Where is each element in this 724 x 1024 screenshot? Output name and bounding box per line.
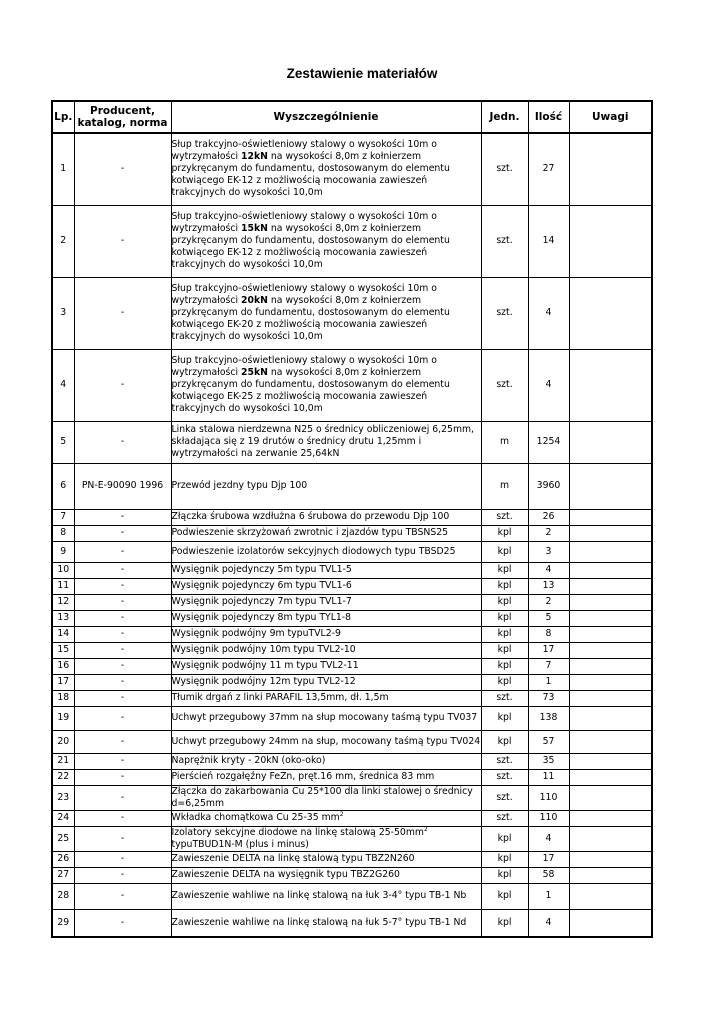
- cell-lp: 9: [52, 541, 74, 562]
- cell-wyszczegolnienie: [171, 674, 481, 690]
- description-text: Zawieszenie wahliwe na linkę stalową na łuk 5-7° typu TB-1 Nd: [171, 916, 467, 928]
- cell-uwagi: [569, 642, 652, 658]
- materials-table-body: [52, 133, 652, 937]
- cell-ilosc: 110: [528, 810, 569, 826]
- description-text: Słup trakcyjno-oświetleniowy stalowy o wysokości 10m o wytrzymałości: [171, 211, 437, 234]
- header-lp: Lp.: [52, 101, 74, 133]
- table-row: [52, 690, 652, 706]
- cell-producent: PN-E-90090 1996: [74, 463, 171, 509]
- cell-jedn: kpl: [481, 730, 528, 753]
- cell-ilosc: 4: [528, 909, 569, 937]
- cell-uwagi: [569, 658, 652, 674]
- cell-wyszczegolnienie: [171, 867, 481, 883]
- cell-jedn: kpl: [481, 909, 528, 937]
- cell-producent: -: [74, 851, 171, 867]
- cell-lp: 13: [52, 610, 74, 626]
- cell-producent: -: [74, 867, 171, 883]
- cell-jedn: szt.: [481, 205, 528, 277]
- cell-lp: 8: [52, 525, 74, 541]
- cell-ilosc: 26: [528, 509, 569, 525]
- cell-jedn: kpl: [481, 610, 528, 626]
- description-text: 12kN: [241, 151, 268, 163]
- table-row: [52, 883, 652, 909]
- cell-ilosc: 4: [528, 826, 569, 851]
- cell-producent: -: [74, 730, 171, 753]
- cell-ilosc: 17: [528, 851, 569, 867]
- cell-uwagi: [569, 509, 652, 525]
- cell-wyszczegolnienie: [171, 826, 481, 851]
- cell-uwagi: [569, 909, 652, 937]
- cell-wyszczegolnienie: [171, 753, 481, 769]
- cell-ilosc: 2: [528, 594, 569, 610]
- cell-ilosc: 3: [528, 541, 569, 562]
- cell-ilosc: 73: [528, 690, 569, 706]
- table-row: [52, 769, 652, 785]
- cell-producent: -: [74, 658, 171, 674]
- table-row: [52, 642, 652, 658]
- cell-producent: -: [74, 753, 171, 769]
- cell-wyszczegolnienie: [171, 349, 481, 421]
- cell-ilosc: 5: [528, 610, 569, 626]
- cell-ilosc: 4: [528, 349, 569, 421]
- description-text: Uchwyt przegubowy 37mm na słup mocowany taśmą typu TV037: [171, 712, 478, 723]
- cell-uwagi: [569, 730, 652, 753]
- cell-jedn: kpl: [481, 706, 528, 730]
- cell-ilosc: 17: [528, 642, 569, 658]
- cell-uwagi: [569, 578, 652, 594]
- description-text: Linka stalowa nierdzewna N25 o średnicy obliczeniowej 6,25mm, składająca się z 19 drutów o średnicy drutu 1,25mm i wytrzymałości na zerwanie 25,64kN: [171, 424, 475, 459]
- description-text: Wysięgnik pojedynczy 5m typu TVL1-5: [171, 564, 352, 575]
- cell-lp: 3: [52, 277, 74, 349]
- cell-lp: 24: [52, 810, 74, 826]
- description-text: Pierścień rozgałęźny FeZn, pręt.16 mm, średnica 83 mm: [171, 771, 435, 782]
- description-text: 25kN: [241, 367, 268, 378]
- cell-wyszczegolnienie: [171, 883, 481, 909]
- table-row: [52, 909, 652, 937]
- cell-jedn: szt.: [481, 810, 528, 826]
- cell-lp: 12: [52, 594, 74, 610]
- cell-wyszczegolnienie: [171, 658, 481, 674]
- cell-uwagi: [569, 706, 652, 730]
- cell-uwagi: [569, 810, 652, 826]
- cell-jedn: kpl: [481, 594, 528, 610]
- cell-ilosc: 4: [528, 562, 569, 578]
- table-row: [52, 706, 652, 730]
- description-text: Słup trakcyjno-oświetleniowy stalowy o wysokości 10m o wytrzymałości: [171, 283, 437, 306]
- description-text: Wysięgnik pojedynczy 6m typu TVL1-6: [171, 580, 352, 591]
- cell-producent: -: [74, 909, 171, 937]
- table-row: [52, 578, 652, 594]
- materials-table: [51, 100, 653, 938]
- cell-producent: -: [74, 674, 171, 690]
- cell-jedn: szt.: [481, 277, 528, 349]
- cell-jedn: m: [481, 421, 528, 463]
- cell-uwagi: [569, 753, 652, 769]
- description-text: Słup trakcyjno-oświetleniowy stalowy o wysokości 10m o wytrzymałości: [171, 355, 437, 378]
- cell-lp: 5: [52, 421, 74, 463]
- table-row: [52, 674, 652, 690]
- cell-lp: 7: [52, 509, 74, 525]
- description-text: Tłumik drgań z linki PARAFIL 13,5mm, dł. 1,5m: [171, 692, 389, 703]
- table-row: [52, 626, 652, 642]
- cell-producent: -: [74, 810, 171, 826]
- cell-wyszczegolnienie: [171, 769, 481, 785]
- cell-producent: -: [74, 769, 171, 785]
- cell-uwagi: [569, 133, 652, 205]
- header-producent: Producent, katalog, norma: [74, 101, 171, 133]
- cell-lp: 4: [52, 349, 74, 421]
- cell-wyszczegolnienie: [171, 610, 481, 626]
- cell-uwagi: [569, 851, 652, 867]
- cell-producent: -: [74, 541, 171, 562]
- cell-wyszczegolnienie: [171, 421, 481, 463]
- cell-uwagi: [569, 610, 652, 626]
- cell-jedn: kpl: [481, 851, 528, 867]
- cell-wyszczegolnienie: [171, 706, 481, 730]
- cell-ilosc: 110: [528, 785, 569, 810]
- cell-lp: 11: [52, 578, 74, 594]
- cell-lp: 6: [52, 463, 74, 509]
- table-row: [52, 810, 652, 826]
- header-wyszczegolnienie: Wyszczególnienie: [171, 101, 481, 133]
- description-text: Zawieszenie DELTA na linkę stalową typu TBZ2N260: [171, 853, 415, 864]
- table-row: [52, 730, 652, 753]
- cell-ilosc: 1: [528, 674, 569, 690]
- cell-jedn: kpl: [481, 626, 528, 642]
- cell-wyszczegolnienie: [171, 509, 481, 525]
- cell-lp: 25: [52, 826, 74, 851]
- cell-jedn: kpl: [481, 826, 528, 851]
- description-text: Wysięgnik pojedynczy 8m typu TYL1-8: [171, 612, 352, 623]
- cell-ilosc: 2: [528, 525, 569, 541]
- cell-wyszczegolnienie: [171, 909, 481, 937]
- cell-producent: -: [74, 349, 171, 421]
- cell-ilosc: 1254: [528, 421, 569, 463]
- table-row: [52, 658, 652, 674]
- cell-wyszczegolnienie: [171, 730, 481, 753]
- description-text: Izolatory sekcyjne diodowe na linkę stalową 25-50mm: [171, 826, 424, 838]
- cell-wyszczegolnienie: [171, 594, 481, 610]
- cell-lp: 15: [52, 642, 74, 658]
- table-row: [52, 753, 652, 769]
- cell-ilosc: 58: [528, 867, 569, 883]
- cell-lp: 22: [52, 769, 74, 785]
- cell-ilosc: 14: [528, 205, 569, 277]
- cell-wyszczegolnienie: [171, 642, 481, 658]
- description-text: na wysokości 8,0m z kołnierzem przykręcanym do fundamentu, dostosowanym do elementu kotwiącego EK-25 z możliwością mocowania zawieszeń trakcyjnych do wysokości 10,0m: [171, 367, 450, 414]
- cell-uwagi: [569, 205, 652, 277]
- cell-ilosc: 35: [528, 753, 569, 769]
- cell-jedn: kpl: [481, 658, 528, 674]
- description-text: Zawieszenie wahliwe na linkę stalową na łuk 3-4° typu TB-1 Nb: [171, 890, 467, 901]
- cell-producent: -: [74, 610, 171, 626]
- table-row: [52, 277, 652, 349]
- table-row: [52, 421, 652, 463]
- cell-uwagi: [569, 541, 652, 562]
- cell-producent: -: [74, 277, 171, 349]
- description-text: Złączka do zakarbowania Cu 25*100 dla linki stalowej o średnicy d=6,25mm: [171, 785, 473, 809]
- cell-ilosc: 7: [528, 658, 569, 674]
- cell-uwagi: [569, 626, 652, 642]
- cell-uwagi: [569, 867, 652, 883]
- cell-uwagi: [569, 463, 652, 509]
- cell-lp: 2: [52, 205, 74, 277]
- cell-uwagi: [569, 525, 652, 541]
- header-ilosc: Ilość: [528, 101, 569, 133]
- cell-uwagi: [569, 562, 652, 578]
- table-row: [52, 594, 652, 610]
- cell-jedn: szt.: [481, 349, 528, 421]
- cell-jedn: szt.: [481, 133, 528, 205]
- cell-lp: 10: [52, 562, 74, 578]
- description-text: na wysokości 8,0m z kołnierzem przykręcanym do fundamentu, dostosowanym do elementu kotwiącego EK-20 z możliwością mocowania zawieszeń trakcyjnych do wysokości 10,0m: [171, 295, 450, 342]
- header-uwagi: Uwagi: [569, 101, 652, 133]
- table-row: [52, 826, 652, 851]
- table-row: [52, 562, 652, 578]
- cell-producent: -: [74, 205, 171, 277]
- cell-uwagi: [569, 785, 652, 810]
- table-row: [52, 463, 652, 509]
- header-row: [52, 101, 652, 133]
- cell-producent: -: [74, 642, 171, 658]
- table-row: [52, 541, 652, 562]
- cell-lp: 28: [52, 883, 74, 909]
- cell-lp: 1: [52, 133, 74, 205]
- cell-uwagi: [569, 690, 652, 706]
- cell-ilosc: 27: [528, 133, 569, 205]
- cell-wyszczegolnienie: [171, 541, 481, 562]
- table-row: [52, 785, 652, 810]
- description-text: 2: [423, 826, 428, 833]
- description-text: Słup trakcyjno-oświetleniowy stalowy o wysokości 10m o wytrzymałości: [171, 139, 437, 163]
- cell-producent: -: [74, 690, 171, 706]
- cell-producent: -: [74, 594, 171, 610]
- cell-producent: -: [74, 785, 171, 810]
- cell-producent: -: [74, 525, 171, 541]
- cell-ilosc: 13: [528, 578, 569, 594]
- description-text: 15kN: [241, 223, 268, 234]
- cell-lp: 19: [52, 706, 74, 730]
- description-text: 2: [339, 810, 344, 818]
- description-text: Naprężnik kryty - 20kN (oko-oko): [171, 755, 326, 766]
- cell-jedn: szt.: [481, 753, 528, 769]
- description-text: Podwieszenie izolatorów sekcyjnych diodowych typu TBSD25: [171, 545, 456, 557]
- description-text: Złączka śrubowa wzdłużna 6 śrubowa do przewodu Djp 100: [171, 511, 450, 522]
- cell-jedn: kpl: [481, 562, 528, 578]
- cell-producent: -: [74, 883, 171, 909]
- cell-wyszczegolnienie: [171, 690, 481, 706]
- cell-wyszczegolnienie: [171, 626, 481, 642]
- description-text: Przewód jezdny typu Djp 100: [171, 480, 308, 491]
- table-row: [52, 610, 652, 626]
- cell-jedn: kpl: [481, 541, 528, 562]
- cell-producent: -: [74, 578, 171, 594]
- cell-uwagi: [569, 594, 652, 610]
- cell-wyszczegolnienie: [171, 810, 481, 826]
- cell-uwagi: [569, 769, 652, 785]
- cell-ilosc: 8: [528, 626, 569, 642]
- header-jedn: Jedn.: [481, 101, 528, 133]
- cell-ilosc: 57: [528, 730, 569, 753]
- table-row: [52, 133, 652, 205]
- description-text: typuTBUD1N-M (plus i minus): [171, 838, 309, 850]
- description-text: na wysokości 8,0m z kołnierzem przykręcanym do fundamentu, dostosowanym do elementu kotwiącego EK-12 z możliwością mocowania zawieszeń trakcyjnych do wysokości 10,0m: [171, 223, 450, 270]
- cell-lp: 18: [52, 690, 74, 706]
- table-row: [52, 851, 652, 867]
- table-row: [52, 349, 652, 421]
- cell-uwagi: [569, 883, 652, 909]
- table-row: [52, 525, 652, 541]
- cell-producent: -: [74, 133, 171, 205]
- page-title: Zestawienie materiałów: [286, 66, 438, 81]
- cell-ilosc: 11: [528, 769, 569, 785]
- cell-producent: -: [74, 706, 171, 730]
- cell-jedn: kpl: [481, 867, 528, 883]
- description-text: 20kN: [241, 295, 268, 306]
- cell-ilosc: 138: [528, 706, 569, 730]
- description-text: Wysięgnik podwójny 12m typu TVL2-12: [171, 676, 356, 687]
- description-text: Wysięgnik podwójny 11 m typu TVL2-11: [171, 660, 359, 671]
- cell-lp: 17: [52, 674, 74, 690]
- cell-ilosc: 3960: [528, 463, 569, 509]
- table-row: [52, 867, 652, 883]
- description-text: Wysięgnik podwójny 9m typuTVL2-9: [171, 628, 341, 639]
- cell-jedn: kpl: [481, 883, 528, 909]
- cell-uwagi: [569, 826, 652, 851]
- table-row: [52, 205, 652, 277]
- cell-ilosc: 1: [528, 883, 569, 909]
- cell-lp: 14: [52, 626, 74, 642]
- cell-wyszczegolnienie: [171, 785, 481, 810]
- description-text: Wysięgnik pojedynczy 7m typu TVL1-7: [171, 596, 352, 607]
- cell-producent: -: [74, 562, 171, 578]
- description-text: Wysięgnik podwójny 10m typu TVL2-10: [171, 644, 356, 655]
- cell-jedn: kpl: [481, 578, 528, 594]
- description-text: Uchwyt przegubowy 24mm na słup, mocowany taśmą typu TV024: [171, 735, 481, 747]
- cell-jedn: szt.: [481, 769, 528, 785]
- cell-jedn: m: [481, 463, 528, 509]
- cell-uwagi: [569, 277, 652, 349]
- cell-lp: 27: [52, 867, 74, 883]
- cell-jedn: szt.: [481, 690, 528, 706]
- cell-wyszczegolnienie: [171, 277, 481, 349]
- cell-jedn: kpl: [481, 642, 528, 658]
- description-text: Podwieszenie skrzyżowań zwrotnic i zjazdów typu TBSNS25: [171, 527, 449, 538]
- cell-jedn: kpl: [481, 525, 528, 541]
- cell-wyszczegolnienie: [171, 463, 481, 509]
- cell-lp: 23: [52, 785, 74, 810]
- cell-wyszczegolnienie: [171, 851, 481, 867]
- cell-wyszczegolnienie: [171, 133, 481, 205]
- cell-producent: -: [74, 826, 171, 851]
- cell-lp: 29: [52, 909, 74, 937]
- cell-producent: -: [74, 509, 171, 525]
- cell-jedn: kpl: [481, 674, 528, 690]
- cell-producent: -: [74, 421, 171, 463]
- table-row: [52, 509, 652, 525]
- description-text: Wkładka chomątkowa Cu 25-35 mm: [171, 812, 340, 823]
- cell-ilosc: 4: [528, 277, 569, 349]
- cell-lp: 21: [52, 753, 74, 769]
- cell-uwagi: [569, 349, 652, 421]
- cell-jedn: szt.: [481, 509, 528, 525]
- cell-jedn: szt.: [481, 785, 528, 810]
- cell-producent: -: [74, 626, 171, 642]
- cell-lp: 16: [52, 658, 74, 674]
- cell-lp: 20: [52, 730, 74, 753]
- description-text: Zawieszenie DELTA na wysięgnik typu TBZ2G260: [171, 869, 400, 880]
- cell-wyszczegolnienie: [171, 205, 481, 277]
- description-text: na wysokości 8,0m z kołnierzem przykręcanym do fundamentu, dostosowanym do elementu kotwiącego EK-12 z możliwością mocowania zawieszeń trakcyjnych do wysokości 10,0m: [171, 151, 450, 199]
- cell-uwagi: [569, 674, 652, 690]
- cell-uwagi: [569, 421, 652, 463]
- cell-wyszczegolnienie: [171, 525, 481, 541]
- cell-wyszczegolnienie: [171, 578, 481, 594]
- cell-lp: 26: [52, 851, 74, 867]
- cell-wyszczegolnienie: [171, 562, 481, 578]
